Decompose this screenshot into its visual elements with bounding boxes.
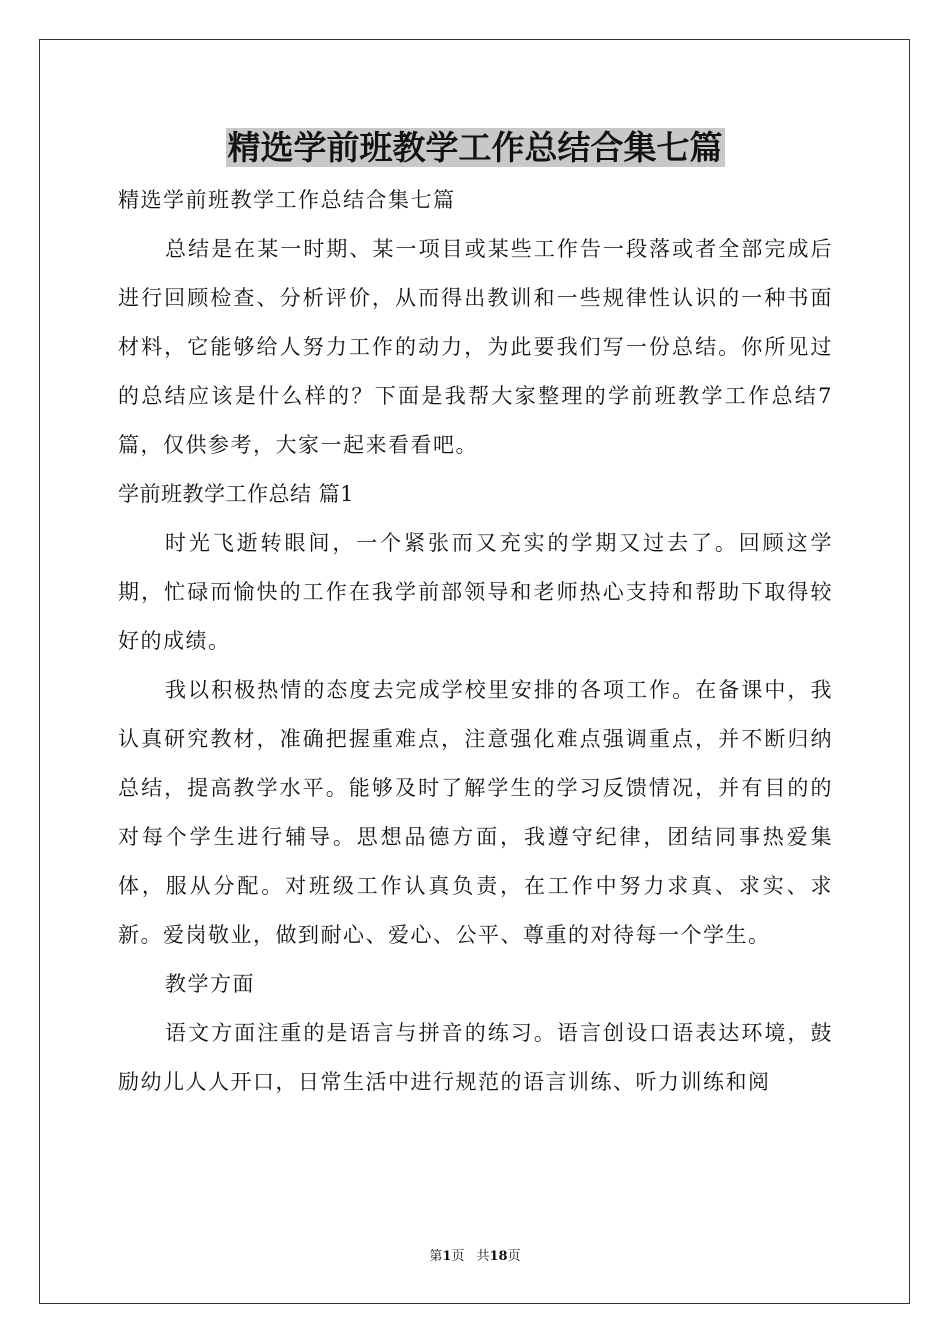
document-title-text: 精选学前班教学工作总结合集七篇 (227, 128, 723, 167)
body-paragraph: 我以积极热情的态度去完成学校里安排的各项工作。在备课中，我认真研究教材，准确把握重难点，注意强化难点强调重点，并不断归纳总结，提高教学水平。能够及时了解学生的学习反馈情况，并有目的的对每个学生进行辅导。思想品德方面，我遵守纪律，团结同事热爱集体，服从分配。对班级工作认真负责，在工作中努力求真、求实、求新。爱岗敬业，做到耐心、爱心、公平、尊重的对待每一个学生。 (118, 678, 833, 947)
page-prefix: 第 (429, 1249, 443, 1264)
document-title (0, 124, 950, 172)
total-prefix: 共 (476, 1249, 490, 1264)
subtitle-line: 精选学前班教学工作总结合集七篇 (118, 188, 456, 212)
page-number: 1 (442, 1249, 452, 1264)
page-suffix: 页 (451, 1249, 465, 1264)
section-heading: 学前班教学工作总结 篇1 (118, 482, 355, 506)
body-paragraph: 语文方面注重的是语言与拼音的练习。语言创设口语表达环境，鼓励幼儿人人开口，日常生活中进行规范的语言训练、听力训练和阅 (118, 1021, 833, 1094)
page-footer (0, 1247, 950, 1267)
total-pages: 18 (489, 1249, 508, 1264)
intro-paragraph: 总结是在某一时期、某一项目或某些工作告一段落或者全部完成后进行回顾检查、分析评价，从而得出教训和一些规律性认识的一种书面材料，它能够给人努力工作的动力，为此要我们写一份总结。你所见过的总结应该是什么样的？下面是我帮大家整理的学前班教学工作总结7篇，仅供参考，大家一起来看看吧。 (118, 237, 833, 457)
total-suffix: 页 (507, 1249, 521, 1264)
body-paragraph: 时光飞逝转眼间，一个紧张而又充实的学期又过去了。回顾这学期，忙碌而愉快的工作在我学前部领导和老师热心支持和帮助下取得较好的成绩。 (118, 531, 833, 653)
document-body (118, 176, 833, 1107)
subsection-heading: 教学方面 (165, 972, 255, 996)
